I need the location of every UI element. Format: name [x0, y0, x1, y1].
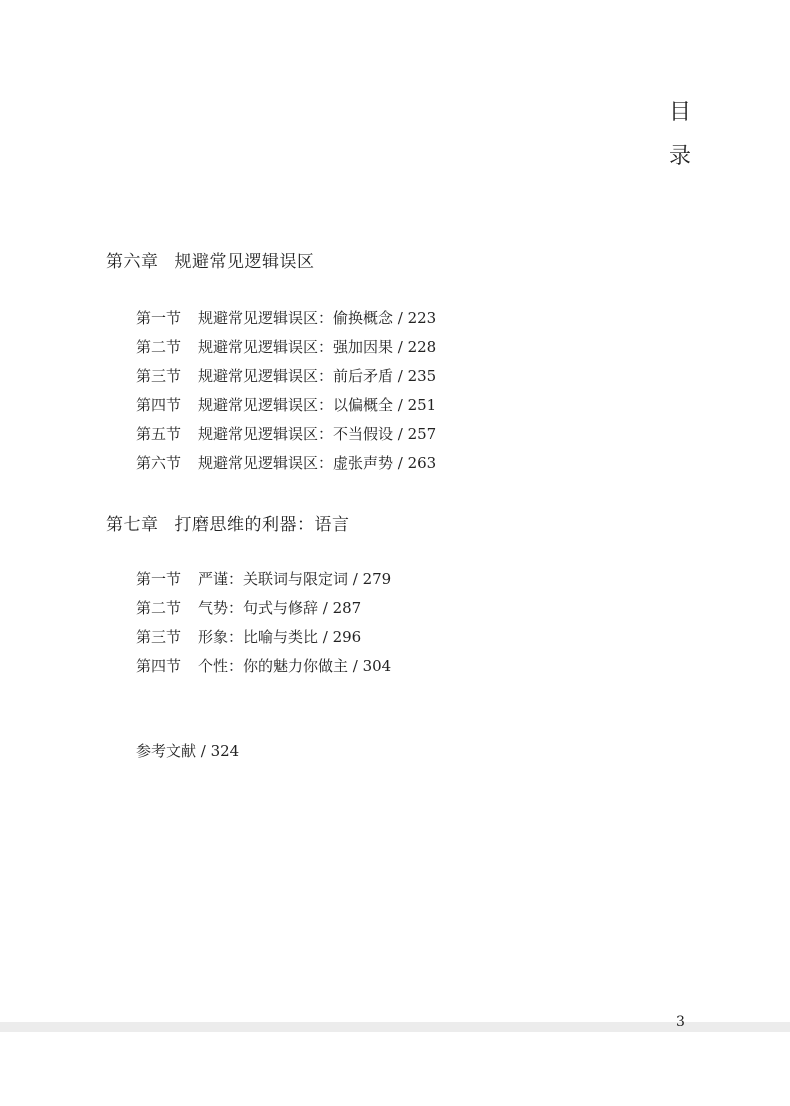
section-title: 规避常见逻辑误区：强加因果 / 228 [198, 338, 437, 356]
section-number: 第四节 [136, 396, 182, 414]
chapter-number: 第六章 [106, 252, 159, 272]
section-title: 规避常见逻辑误区：以偏概全 / 251 [198, 396, 437, 414]
page-number: 3 [676, 1014, 685, 1030]
toc-entry [136, 333, 436, 362]
section-title: 规避常见逻辑误区：前后矛盾 / 235 [198, 367, 437, 385]
chapter-7-section-list [136, 565, 391, 681]
toc-entry [136, 594, 391, 623]
toc-entry [136, 391, 436, 420]
chapter-6-section-list [136, 304, 436, 478]
section-title: 规避常见逻辑误区：偷换概念 / 223 [198, 309, 437, 327]
section-title: 严谨：关联词与限定词 / 279 [198, 570, 392, 588]
section-title: 形象：比喻与类比 / 296 [198, 628, 362, 646]
section-number: 第五节 [136, 425, 182, 443]
toc-entry [136, 449, 436, 478]
chapter-title: 规避常见逻辑误区 [174, 252, 315, 272]
page-title [666, 102, 694, 190]
toc-entry [136, 565, 391, 594]
toc-entry [136, 623, 391, 652]
toc-entry [136, 362, 436, 391]
section-title: 个性：你的魅力你做主 / 304 [198, 657, 392, 675]
section-number: 第二节 [136, 599, 182, 617]
section-number: 第三节 [136, 367, 182, 385]
toc-entry [136, 652, 391, 681]
chapter-heading-6 [106, 247, 315, 272]
toc-entry [136, 304, 436, 333]
chapter-title: 打磨思维的利器：语言 [174, 515, 350, 535]
section-number: 第二节 [136, 338, 182, 356]
references-entry: 参考文献 / 324 [136, 742, 240, 760]
section-number: 第六节 [136, 454, 182, 472]
section-title: 规避常见逻辑误区：虚张声势 / 263 [198, 454, 437, 472]
section-number: 第三节 [136, 628, 182, 646]
section-title: 气势：句式与修辞 / 287 [198, 599, 362, 617]
section-number: 第四节 [136, 657, 182, 675]
toc-entry [136, 420, 436, 449]
title-char: 录 [668, 144, 691, 169]
footer-band [0, 1022, 790, 1032]
chapter-heading-7 [106, 510, 350, 535]
section-number: 第一节 [136, 570, 182, 588]
chapter-number: 第七章 [106, 515, 159, 535]
section-number: 第一节 [136, 309, 182, 327]
section-title: 规避常见逻辑误区：不当假设 / 257 [198, 425, 437, 443]
title-char: 目 [668, 100, 691, 125]
